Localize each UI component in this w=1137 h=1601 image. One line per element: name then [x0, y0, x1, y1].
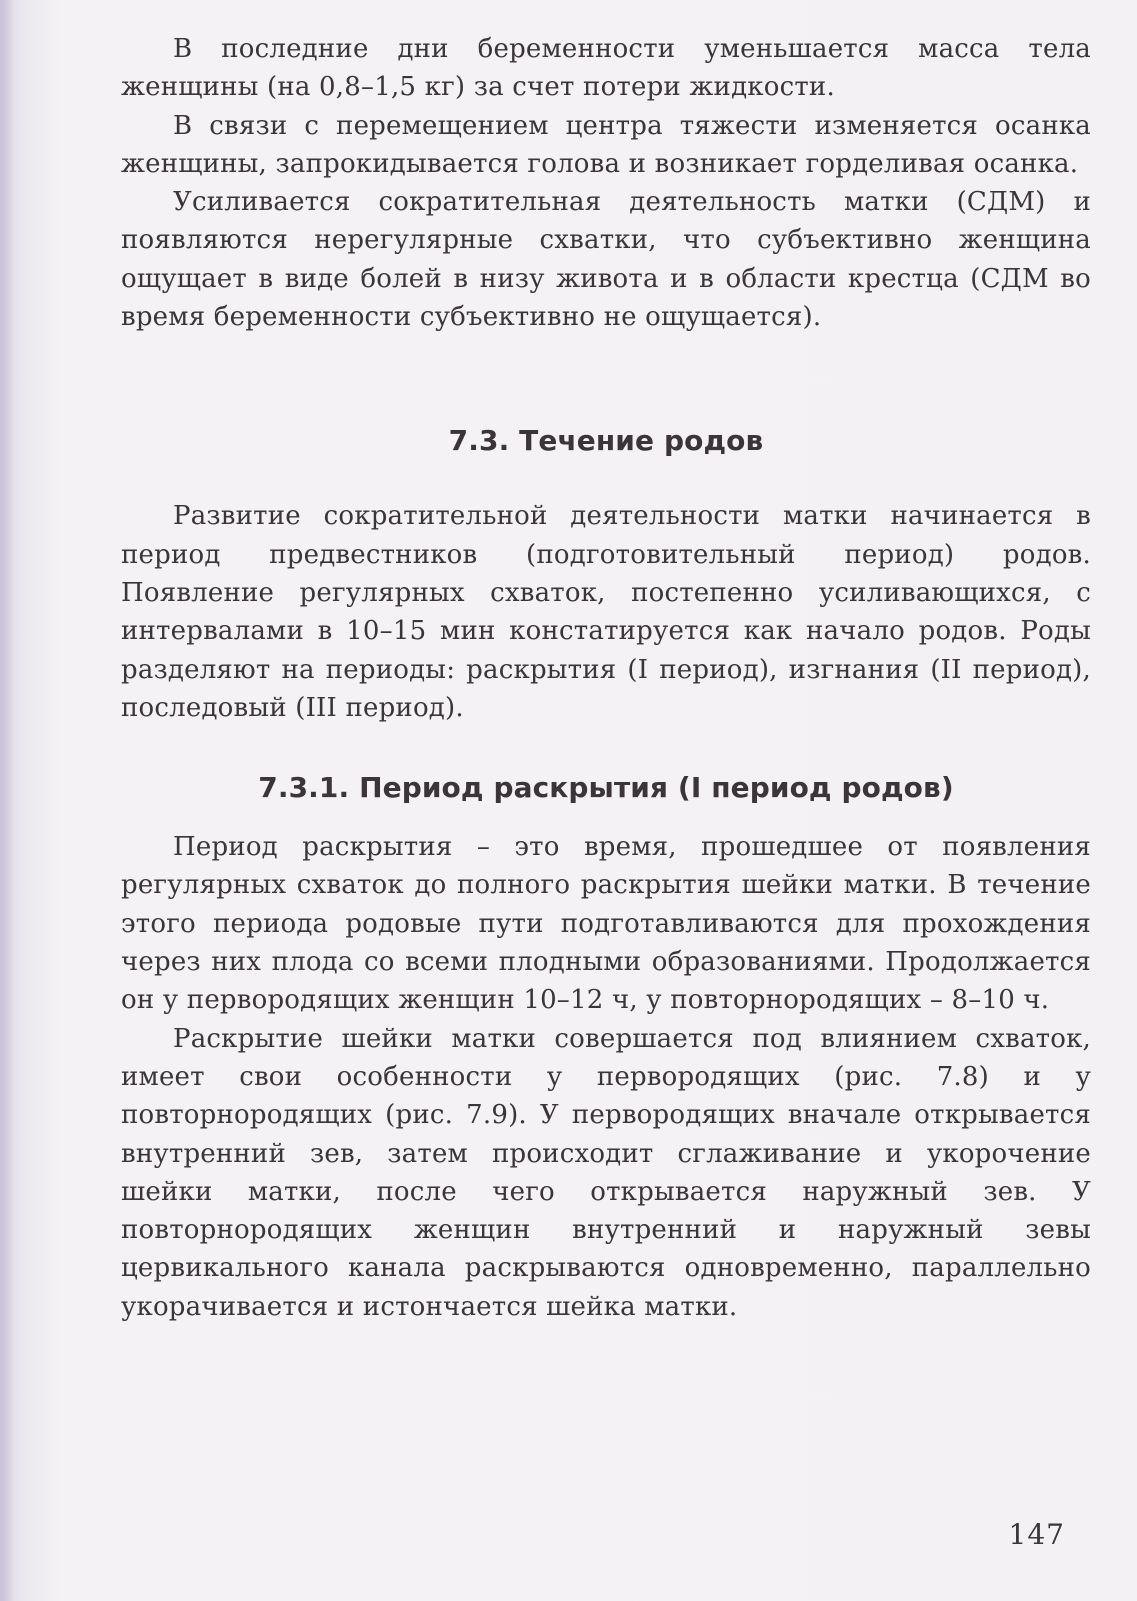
- paragraph-body-weight: В последние дни беременности уменьшается масса тела женщины (на 0,8–1,5 кг) за счет потери жидкости.: [121, 34, 1091, 103]
- page-number: 147: [1008, 1518, 1065, 1551]
- page-content: [121, 30, 1091, 1326]
- section-heading-7-3: 7.3. Течение родов: [448, 424, 764, 458]
- paragraph-posture: В связи с перемещением центра тяжести изменяется осанка женщины, запрокидывается голова и возникает горделивая осанка.: [121, 110, 1091, 179]
- paragraph-labor-onset: Развитие сократительной деятельности матки начинается в период предвестников (подготовительный период) родов. Появление регулярных схваток, постепенно усиливающихся, с интервалами в 10–15 мин констатируется как начало родов. Роды разделяют на периоды: раскрытия (I период), изгнания (II период), последовый (III период).: [121, 501, 1091, 723]
- paragraph-dilation-definition: Период раскрытия – это время, прошедшее от появления регулярных схваток до полного раскрытия шейки матки. В течение этого периода родовые пути подготавливаются для прохождения через них плода со всеми плодными образованиями. Продолжается он у первородящих женщин 10–12 ч, у повторнородящих – 8–10 ч.: [121, 832, 1091, 1016]
- section-heading-7-3-1: 7.3.1. Период раскрытия (I период родов): [258, 771, 954, 805]
- paragraph-contractions: Усиливается сократительная деятельность матки (СДМ) и появляются нерегулярные схватки, что субъективно женщина ощущает в виде болей в низу живота и в области крестца (СДМ во время беременности субъективно не ощущается).: [121, 187, 1091, 333]
- spine-shadow: [0, 0, 14, 1601]
- paragraph-cervix-dilation: Раскрытие шейки матки совершается под влиянием схваток, имеет свои особенности у первородящих (рис. 7.8) и у повторнородящих (рис. 7.9). У первородящих вначале открывается внутренний зев, затем происходит сглаживание и укорочение шейки матки, после чего открывается наружный зев. У повторнородящих женщин внутренний и наружный зевы цервикального канала раскрываются одновременно, параллельно укорачивается и истончается шейка матки.: [121, 1023, 1091, 1322]
